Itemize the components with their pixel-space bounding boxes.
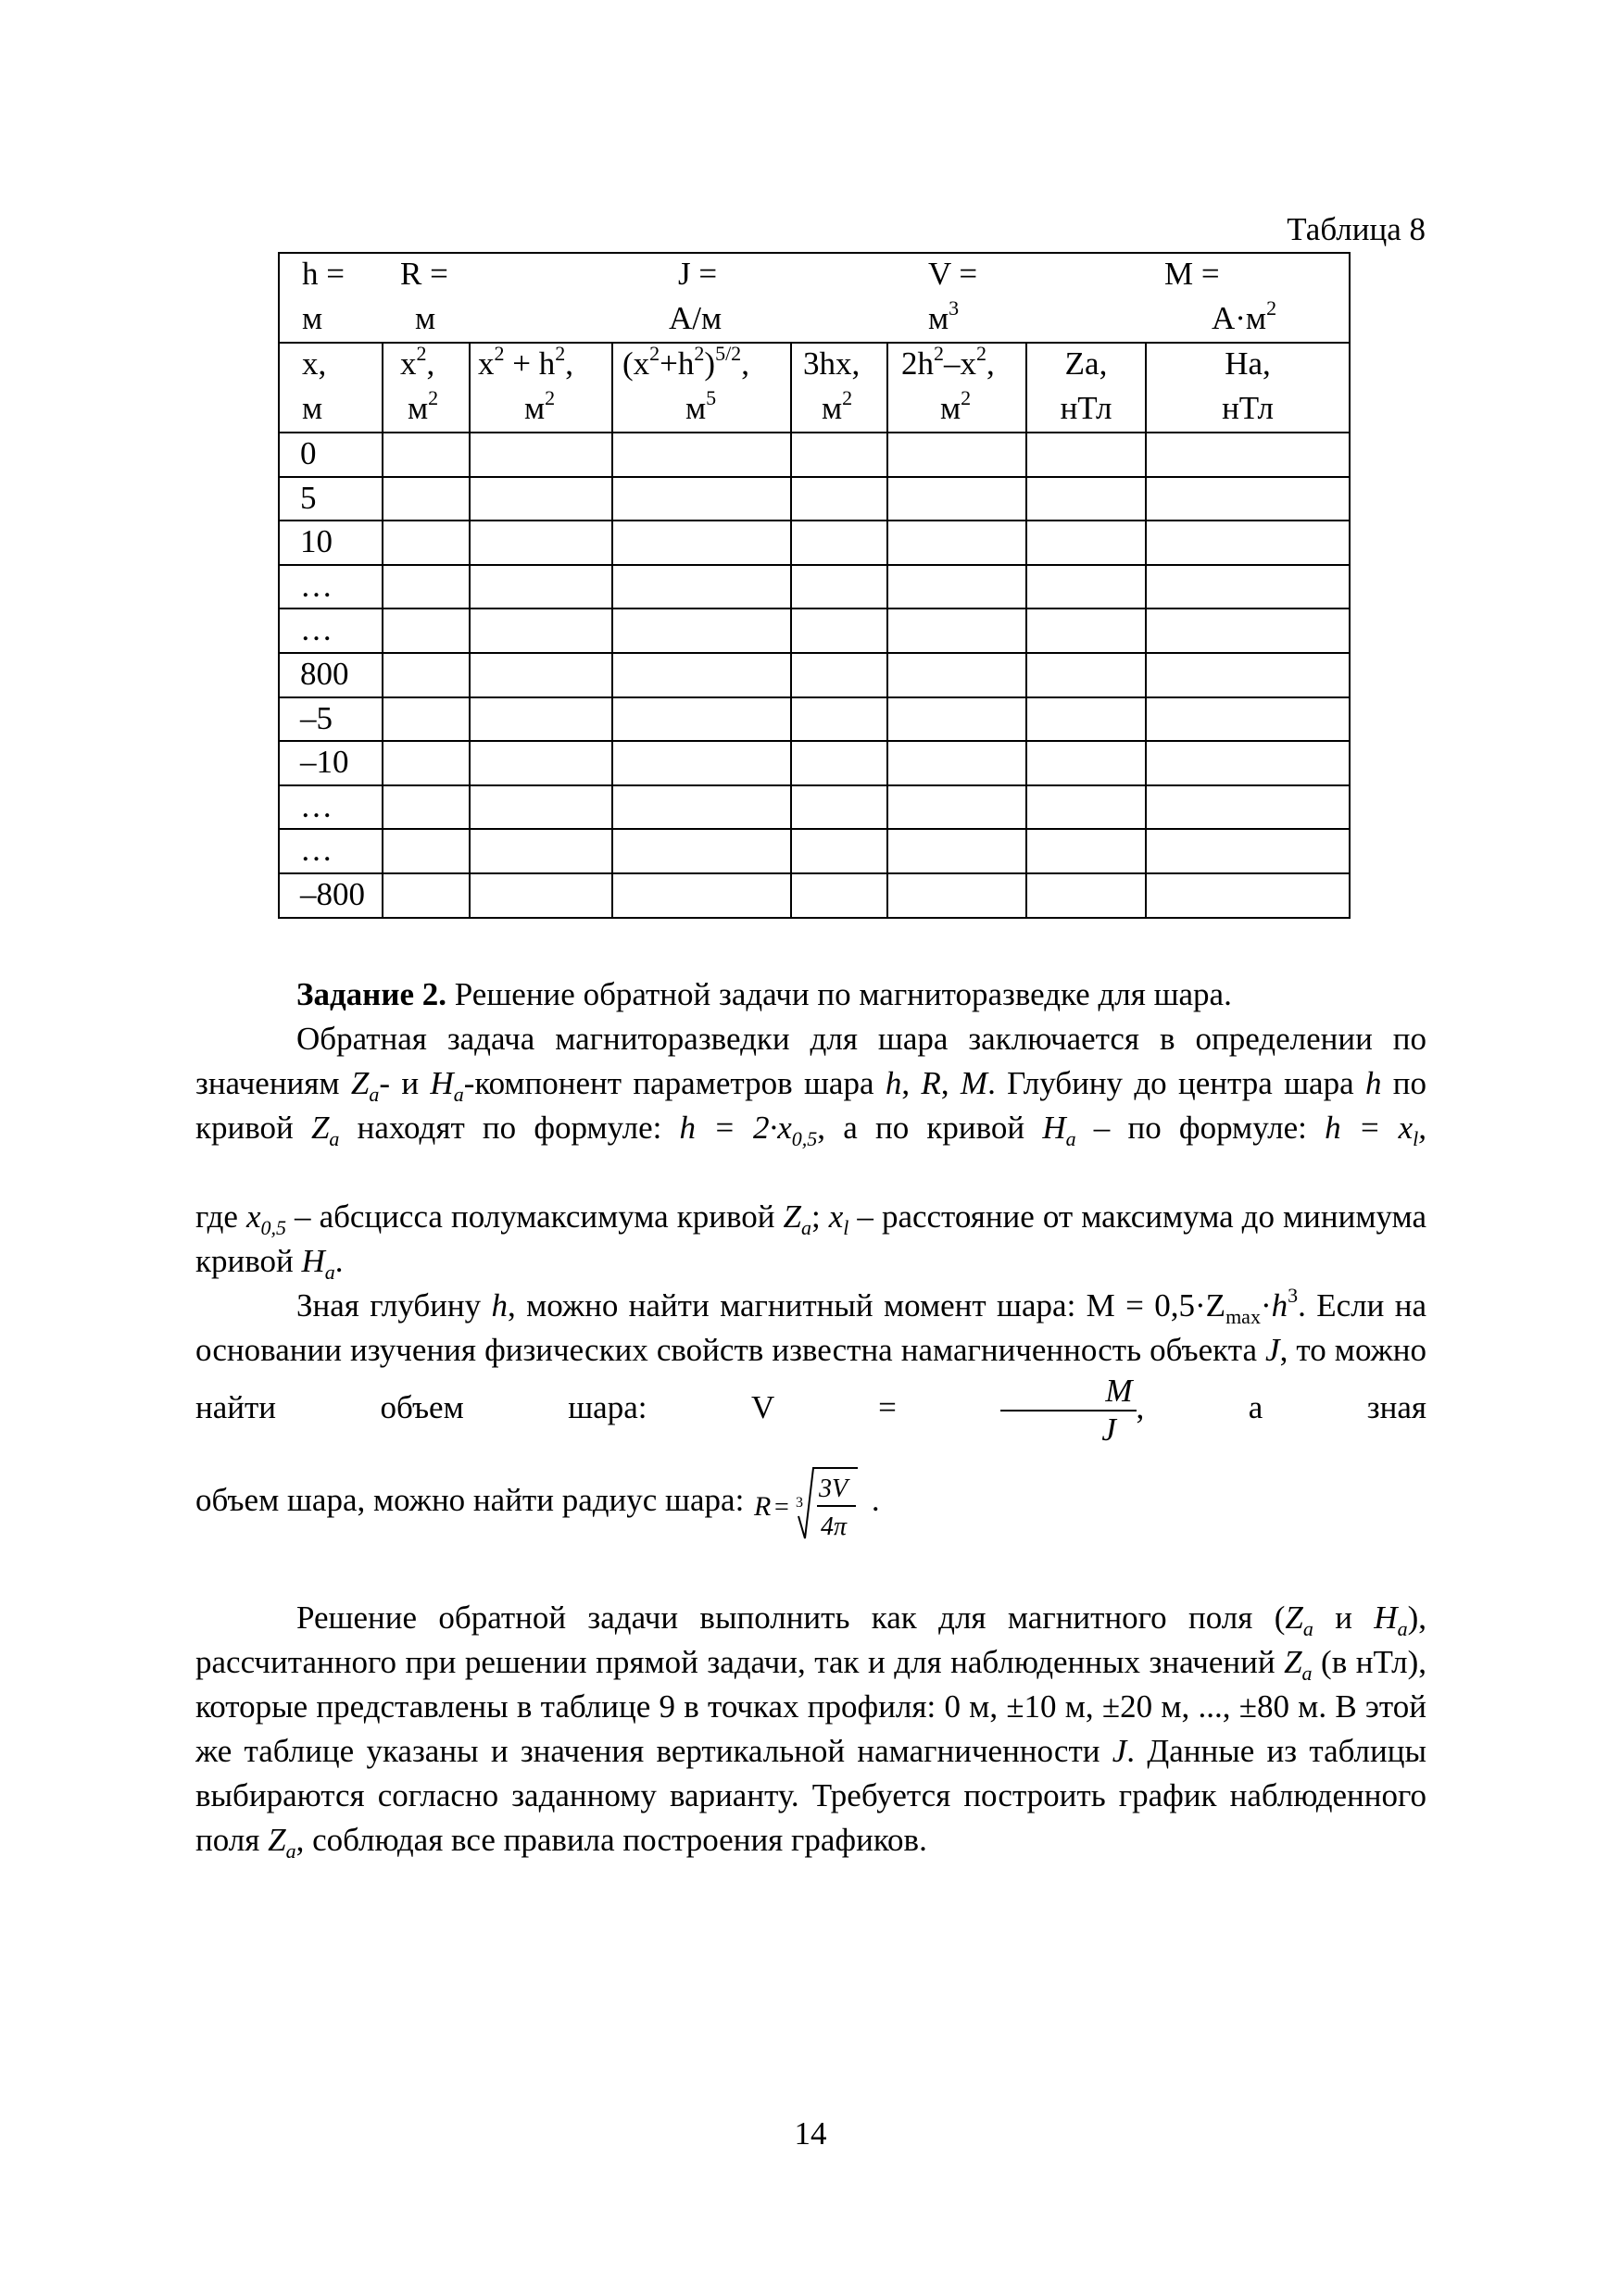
table-cell [612, 873, 791, 918]
header-v-unit: м [928, 300, 949, 336]
radius-denominator: 4π [821, 1512, 848, 1541]
table-cell [1026, 697, 1146, 742]
col-x2-unit: $м^2$ [408, 386, 439, 426]
table-row [279, 785, 1350, 830]
table-cell [1026, 609, 1146, 653]
col-x2: $x^2$, [400, 342, 435, 382]
table-cell [1026, 653, 1146, 697]
row-x-value: 10 [279, 521, 383, 565]
col-pow-unit: $м^5$ [685, 386, 717, 426]
row-x-value: 0 [279, 433, 383, 477]
table-row [279, 565, 1350, 609]
table-cell [791, 829, 887, 873]
table-cell [470, 609, 612, 653]
task-title-rest: Решение обратной задачи по магниторазведке для шара. [446, 976, 1232, 1012]
table-row [279, 873, 1350, 918]
table-cell [612, 565, 791, 609]
header-h: h = [302, 256, 345, 292]
table-cell [1026, 433, 1146, 477]
table-cell [1146, 521, 1350, 565]
table-row [279, 741, 1350, 785]
svg-text:=: = [774, 1492, 789, 1522]
table-cell [612, 741, 791, 785]
table-cell [887, 829, 1026, 873]
table-cell [383, 697, 470, 742]
table-cell [612, 653, 791, 697]
table-cell [887, 873, 1026, 918]
table-cell [887, 477, 1026, 521]
paragraph-1: Обратная задача магниторазведки для шара заключается в определении по значениям $Z_a-$ и $H_a$-компонент параметров шара h, R, M. Глубину до центра шара h по кривой $Z_a$ находят по формуле: $h = 2\cdot x_{0,5}$, а по кривой $H_a$ – по формуле: $h = x_l$, [195, 1021, 1427, 1150]
header-j-unit: А/м [669, 300, 723, 336]
table-cell [612, 521, 791, 565]
table-cell [1146, 873, 1350, 918]
paragraph-2: где $x_{0,5}$ – абсцисса полумаксимума кривой $Z_a$; $x_l$ – расстояние от максимума до минимума кривой $H_a$. [195, 1198, 1426, 1284]
table-cell [1026, 477, 1146, 521]
table-cell [612, 785, 791, 830]
radius-formula [752, 1457, 863, 1549]
paragraph-5: Решение обратной задачи выполнить как для магнитного поля ($Z_a$ и $H_a$), рассчитанного при решении прямой задачи, так и для наблюденных значений $Z_a$ (в нТл), которые представлены в таблице 9 в точках профиля: 0 м, ±10 м, ±20 м, ..., ±80 м. В этой же таблице указаны и значения вертикальной намагниченности J. Данные из таблицы выбираются согласно заданному варианту. Требуется построить график наблюденного поля $Z_a$, соблюдая все правила построения графиков. [195, 1600, 1426, 1863]
table-cell [1146, 653, 1350, 697]
header-v: V = [928, 256, 978, 292]
header-m-unit-cell: $А\cdot м^2$ [1212, 296, 1277, 336]
row-x-value: –5 [279, 697, 383, 742]
table-cell [383, 741, 470, 785]
table-cell [791, 785, 887, 830]
header-r: R = [400, 256, 448, 292]
table-cell [1026, 565, 1146, 609]
table-row [279, 697, 1350, 742]
task-heading [296, 972, 1426, 1017]
table-cell [383, 873, 470, 918]
paragraph-4: объем шара, можно найти радиус шара: R = 3 3V 4π . [195, 1454, 1426, 1547]
table-cell [791, 433, 887, 477]
table-cell [470, 433, 612, 477]
table-cell [470, 653, 612, 697]
table-cell [470, 873, 612, 918]
table-cell [791, 521, 887, 565]
table-row [279, 653, 1350, 697]
table-cell [383, 565, 470, 609]
col-pow: $(x^2+h^2)^{5/2}$, [622, 342, 749, 382]
row-x-value: –10 [279, 741, 383, 785]
table-cell [1026, 521, 1146, 565]
header-m: M = [1164, 256, 1220, 292]
col-x-unit: м [302, 390, 323, 426]
table-cell [887, 433, 1026, 477]
header-m-unit: А·м [1212, 300, 1267, 336]
table-cell [1146, 785, 1350, 830]
table-cell [1146, 477, 1350, 521]
table-cell [791, 741, 887, 785]
table-cell [791, 565, 887, 609]
task-title: Задание 2. [296, 976, 447, 1012]
table-cell [470, 697, 612, 742]
row-x-value: … [279, 609, 383, 653]
table-cell [1026, 829, 1146, 873]
table-cell [887, 697, 1026, 742]
header-h-unit: м [302, 300, 323, 336]
table-cell [470, 741, 612, 785]
header-v-unit-cell: $м^3$ [928, 296, 960, 336]
table-cell [383, 785, 470, 830]
table-cell [1026, 741, 1146, 785]
table-cell [383, 521, 470, 565]
radius-numerator: 3V [819, 1474, 848, 1503]
table-cell [470, 477, 612, 521]
table-row [279, 433, 1350, 477]
table-cell [887, 785, 1026, 830]
table-cell [1146, 829, 1350, 873]
row-x-value: –800 [279, 873, 383, 918]
col-x2h2: $x^2 + h^2$, [478, 342, 573, 382]
table-caption: Таблица 8 [1287, 211, 1426, 247]
col-2h2x2: $2h^2-x^2$, [901, 342, 995, 382]
paragraph-3: Зная глубину h, можно найти магнитный момент шара: $M = 0,5\cdot Z_{max}\cdot h^3$. Если на основании изучения физических свойств известна намагниченность объекта J, то можно найти объем шара: V = $\frac{M}{J}$ , а зная [195, 1284, 1426, 1448]
table-cell [887, 741, 1026, 785]
table-cell [791, 653, 887, 697]
header-j: J = [678, 256, 718, 292]
row-x-value: 5 [279, 477, 383, 521]
table-cell [1146, 697, 1350, 742]
svg-text:R: R [754, 1490, 772, 1522]
table-cell [1026, 873, 1146, 918]
page-number: 14 [794, 2115, 827, 2152]
row-x-value: … [279, 829, 383, 873]
table-cell [383, 477, 470, 521]
col-x2h2-unit: $м^2$ [524, 386, 556, 426]
table-cell [612, 697, 791, 742]
header-r-unit: м [415, 300, 436, 336]
table-cell [791, 873, 887, 918]
table-cell [470, 785, 612, 830]
table-row [279, 829, 1350, 873]
table-header-params [279, 253, 1350, 343]
table-cell [383, 433, 470, 477]
table-cell [383, 653, 470, 697]
table-cell [383, 609, 470, 653]
table-cell [470, 829, 612, 873]
col-ha-unit: нТл [1222, 390, 1274, 426]
col-za-unit: нТл [1060, 390, 1112, 426]
table-cell [612, 829, 791, 873]
table-cell [887, 609, 1026, 653]
table-body [279, 433, 1350, 918]
table-8 [278, 252, 1351, 919]
col-2h2x2-unit: $м^2$ [940, 386, 972, 426]
table-cell [887, 565, 1026, 609]
table-cell [1146, 565, 1350, 609]
table-cell [1146, 433, 1350, 477]
col-3hx: 3hx, [803, 345, 861, 382]
table-row [279, 477, 1350, 521]
table-cell [383, 829, 470, 873]
table-cell [887, 521, 1026, 565]
svg-text:3: 3 [796, 1494, 804, 1511]
table-header-columns [279, 343, 1350, 433]
table-cell [612, 477, 791, 521]
table-cell [470, 521, 612, 565]
table-cell [791, 697, 887, 742]
table-cell [1146, 609, 1350, 653]
table-row [279, 609, 1350, 653]
table-cell [470, 565, 612, 609]
table-cell [791, 477, 887, 521]
table-cell [791, 609, 887, 653]
row-x-value: 800 [279, 653, 383, 697]
col-x: x, [302, 345, 327, 382]
table-cell [1146, 741, 1350, 785]
table-cell [612, 433, 791, 477]
table-cell [612, 609, 791, 653]
volume-fraction: $\frac{M}{J}$ [1000, 1373, 1136, 1449]
row-x-value: … [279, 785, 383, 830]
col-ha: Ha, [1225, 345, 1271, 382]
table-row [279, 521, 1350, 565]
table-cell [887, 653, 1026, 697]
table-cell [1026, 785, 1146, 830]
col-3hx-unit: $м^2$ [822, 386, 853, 426]
col-za: Za, [1064, 345, 1108, 382]
row-x-value: … [279, 565, 383, 609]
